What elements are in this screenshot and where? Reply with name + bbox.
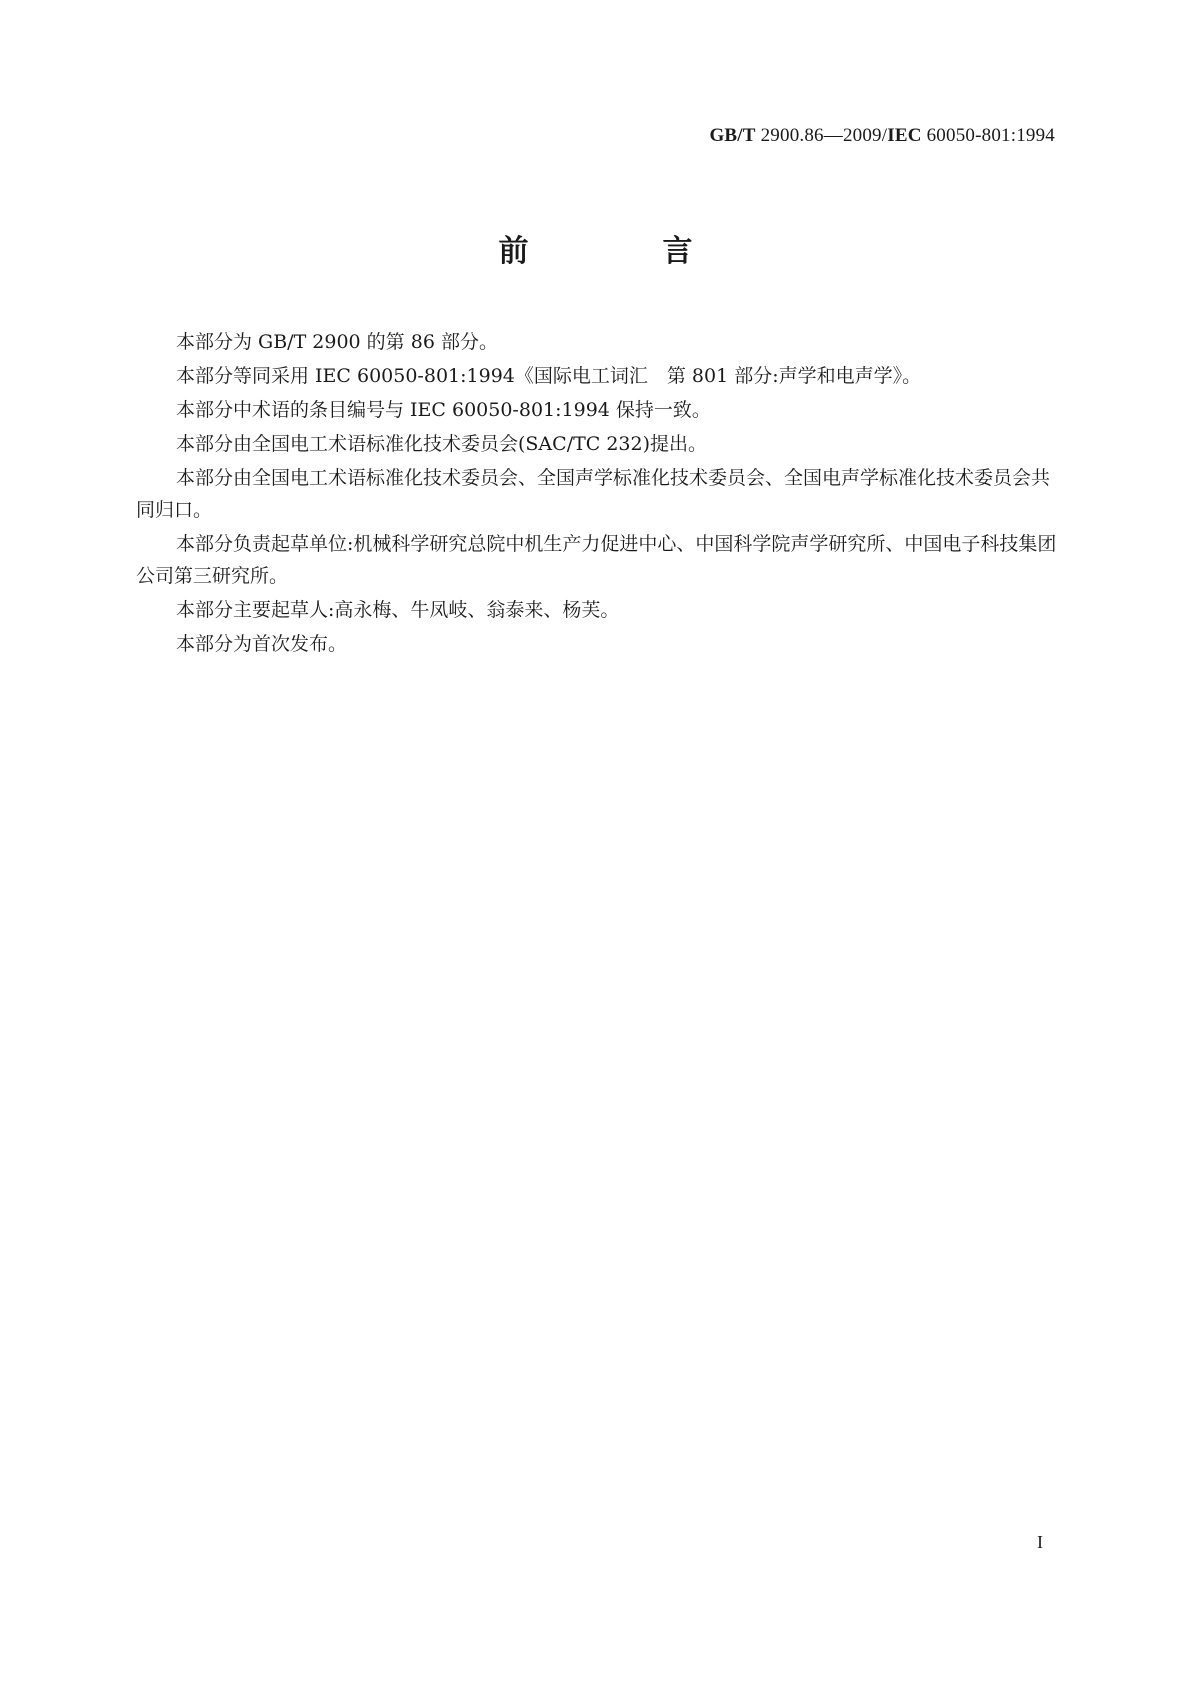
- paragraph: 本部分由全国电工术语标准化技术委员会(SAC/TC 232)提出。: [176, 433, 708, 455]
- page-number: I: [1037, 1532, 1043, 1552]
- foreword-body: [136, 326, 1057, 662]
- paragraph: 本部分主要起草人:高永梅、牛凤岐、翁泰来、杨芙。: [176, 599, 620, 621]
- paragraph: 本部分为首次发布。: [176, 633, 348, 655]
- iec-number: 60050-801:1994: [921, 125, 1055, 146]
- paragraph: 本部分为 GB/T 2900 的第 86 部分。: [176, 331, 498, 353]
- paragraph: 本部分负责起草单位:机械科学研究总院中机生产力促进中心、中国科学院声学研究所、中国电子科技集团公司第三研究所。: [136, 533, 1057, 587]
- standard-code-number: 2900.86—2009/: [755, 125, 888, 146]
- standard-code-prefix: GB/T: [709, 125, 756, 146]
- paragraph: 本部分等同采用 IEC 60050-801:1994《国际电工词汇 第 801 部分:声学和电声学》。: [176, 365, 922, 387]
- paragraph: 本部分由全国电工术语标准化技术委员会、全国声学标准化技术委员会、全国电声学标准化技术委员会共同归口。: [136, 467, 1051, 521]
- page-title: 前 言: [498, 234, 745, 269]
- standard-code-header: [709, 125, 1055, 147]
- paragraph: 本部分中术语的条目编号与 IEC 60050-801:1994 保持一致。: [176, 399, 711, 421]
- iec-prefix: IEC: [887, 125, 922, 146]
